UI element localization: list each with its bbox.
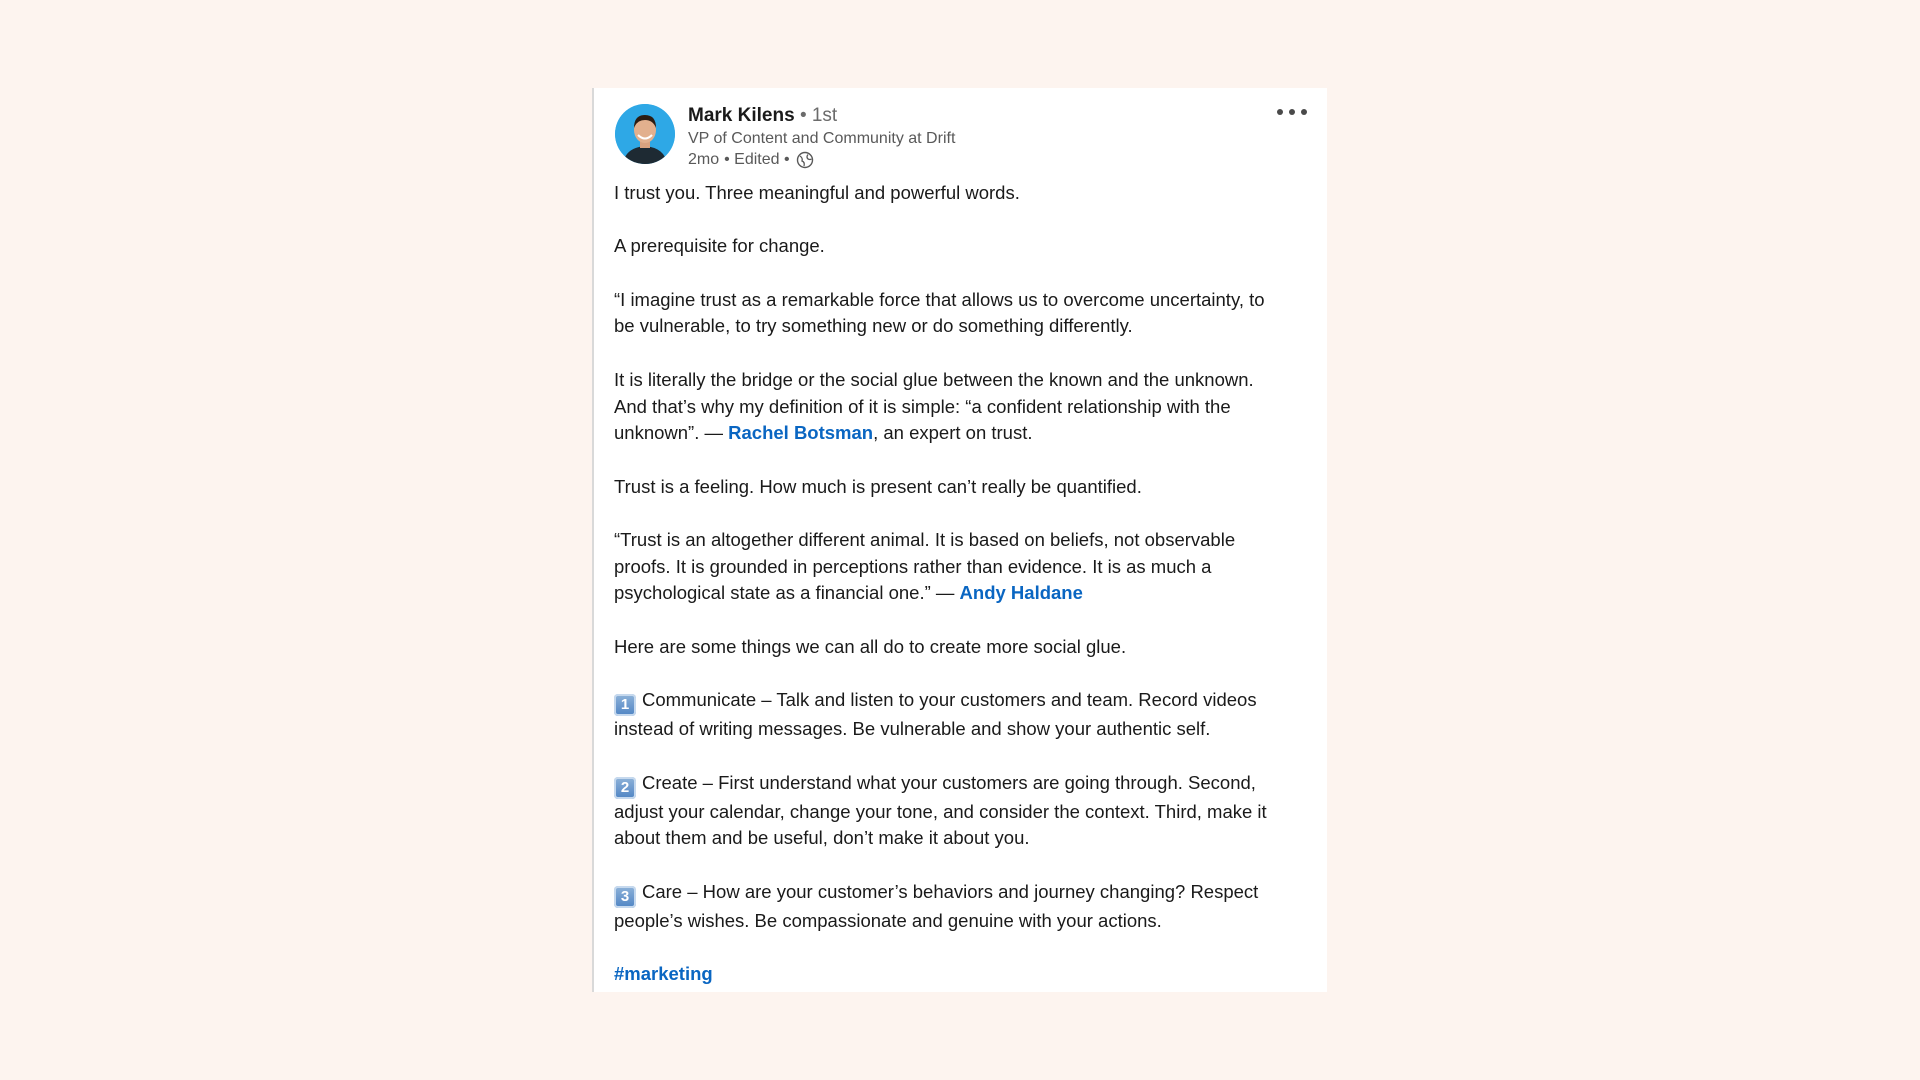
paragraph: A prerequisite for change. xyxy=(614,235,825,257)
hashtag-marketing[interactable]: #marketing xyxy=(614,963,713,985)
list-item: 2 Create – First understand what your customers are going through. Second, adjust your calendar, change your tone, and consider the context. Third, make it about them and be useful, don’t make it about you. xyxy=(614,771,1267,849)
paragraph: Trust is a feeling. How much is present can’t really be quantified. xyxy=(614,475,1142,497)
paragraph: It is literally the bridge or the social glue between the known and the unknown. And that’s why my definition of it is simple: “a confident relationship with the unknown”. — Rachel Botsman, an expert on trust. xyxy=(614,368,1254,444)
list-item: 1 Communicate – Talk and listen to your customers and team. Record videos instead of writing messages. Be vulnerable and show your authentic self. xyxy=(614,689,1257,740)
paragraph: “Trust is an altogether different animal. It is based on beliefs, not observable proofs. It is grounded in perceptions rather than evidence. It is as much a psychological state as a financial one.” — Andy Haldane xyxy=(614,529,1236,604)
author-name-line xyxy=(688,104,955,128)
list-item: 3 Care – How are your customer’s behaviors and journey changing? Respect people’s wishes. Be compassionate and genuine with your actions. xyxy=(614,880,1259,931)
mention-andy-haldane[interactable]: Andy Haldane xyxy=(959,582,1083,604)
post-card xyxy=(592,88,1327,992)
author-meta xyxy=(688,104,955,171)
keycap-three-icon: 3 xyxy=(614,886,636,908)
paragraph: Here are some things we can all do to create more social glue. xyxy=(614,635,1127,657)
edited-label: • Edited • xyxy=(724,151,790,168)
globe-icon xyxy=(796,151,814,169)
paragraph: “I imagine trust as a remarkable force that allows us to overcome uncertainty, to be vulnerable, to try something new or do something differently. xyxy=(614,288,1265,337)
keycap-one-icon: 1 xyxy=(614,694,636,716)
author-headline: VP of Content and Community at Drift xyxy=(688,130,956,147)
keycap-two-icon: 2 xyxy=(614,777,636,799)
connection-degree: • 1st xyxy=(799,105,838,126)
post-timestamp-line xyxy=(688,149,955,171)
post-body xyxy=(614,180,1314,988)
paragraph: I trust you. Three meaningful and powerful words. xyxy=(614,182,1020,203)
post-header xyxy=(615,104,1305,172)
mention-rachel-botsman[interactable]: Rachel Botsman xyxy=(728,422,874,444)
author-name[interactable]: Mark Kilens xyxy=(688,105,795,126)
hashtag-line xyxy=(614,961,1314,988)
more-options-icon[interactable] xyxy=(1277,106,1307,118)
post-time: 2mo xyxy=(688,151,720,168)
author-avatar[interactable] xyxy=(615,104,675,164)
